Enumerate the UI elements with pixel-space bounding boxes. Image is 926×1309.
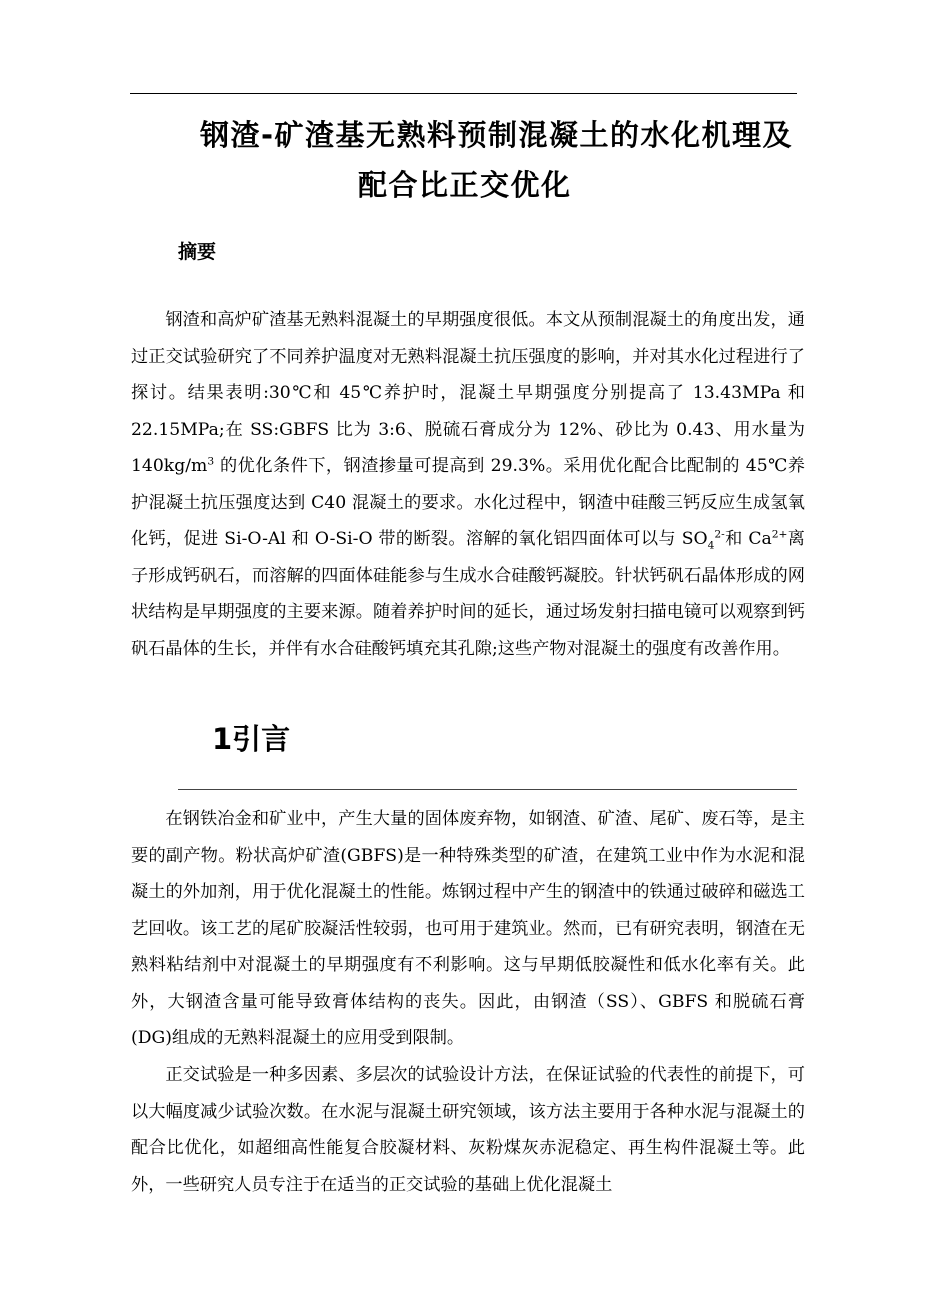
- sulfate-charge-superscript: 2-: [714, 527, 725, 541]
- introduction-paragraph-2: 正交试验是一种多因素、多层次的试验设计方法，在保证试验的代表性的前提下，可以大幅度减少试验次数。在水泥与混凝土研究领域，该方法主要用于各种水泥与混凝土的配合比优化，如超细高性能复合胶凝材料、灰粉煤灰赤泥稳定、再生构件混凝土等。此外，一些研究人员专注于在适当的正交试验的基础上优化混凝土: [131, 1065, 805, 1195]
- introduction-paragraph-1: 在钢铁冶金和矿业中，产生大量的固体废弃物，如钢渣、矿渣、尾矿、废石等，是主要的副产物。粉状高炉矿渣(GBFS)是一种特殊类型的矿渣，在建筑工业中作为水泥和混凝土的外加剂，用于优化混凝土的性能。炼钢过程中产生的钢渣中的铁通过破碎和磁选工艺回收。该工艺的尾矿胶凝活性较弱，也可用于建筑业。然而，已有研究表明，钢渣在无熟料粘结剂中对混凝土的早期强度有不利影响。这与早期低胶凝性和低水化率有关。此外，大钢渣含量可能导致膏体结构的丧失。因此，由钢渣（SS）、GBFS 和脱硫石膏(DG)组成的无熟料混凝土的应用受到限制。: [131, 809, 805, 1048]
- section-heading-introduction: 1引言: [212, 722, 291, 756]
- document-title-line-1: 钢渣-矿渣基无熟料预制混凝土的水化机理及: [200, 118, 794, 152]
- abstract-text-part-4: 离子形成钙矾石，而溶解的四面体硅能参与生成水合硅酸钙凝胶。针状钙矾石晶体形成的网状结构是早期强度的主要来源。随着养护时间的延长，通过场发射扫描电镜可以观察到钙矾石晶体的生长，并伴有水合硅酸钙填充其孔隙;这些产物对混凝土的强度有改善作用。: [131, 529, 805, 659]
- abstract-text-part-2: 的优化条件下，钢渣掺量可提高到 29.3%。采用优化配合比配制的 45℃养护混凝土抗压强度达到 C40 混凝土的要求。水化过程中，钢渣中硅酸三钙反应生成氢氧化钙，促进 Si-O-Al 和 O-Si-O 带的断裂。溶解的氧化铝四面体可以与 SO: [131, 456, 805, 549]
- abstract-text-part-3: 和 Ca: [724, 529, 772, 549]
- unit-superscript: 3: [207, 454, 215, 468]
- section-rule: [178, 789, 797, 790]
- calcium-charge-superscript: 2+: [771, 527, 788, 541]
- abstract-paragraph: [131, 302, 805, 667]
- abstract-text-part-1: 钢渣和高炉矿渣基无熟料混凝土的早期强度很低。本文从预制混凝土的角度出发，通过正交试验研究了不同养护温度对无熟料混凝土抗压强度的影响，并对其水化过程进行了探讨。结果表明:30℃和 45℃养护时，混凝土早期强度分别提高了 13.43MPa 和 22.15MPa;在 SS:GBFS 比为 3:6、脱硫石膏成分为 12%、砂比为 0.43、用水量为 140kg/m: [131, 310, 805, 476]
- sulfate-subscript: 4: [707, 538, 715, 552]
- abstract-heading: 摘要: [178, 241, 217, 263]
- document-title-line-2: 配合比正交优化: [358, 168, 572, 202]
- header-rule: [130, 93, 797, 94]
